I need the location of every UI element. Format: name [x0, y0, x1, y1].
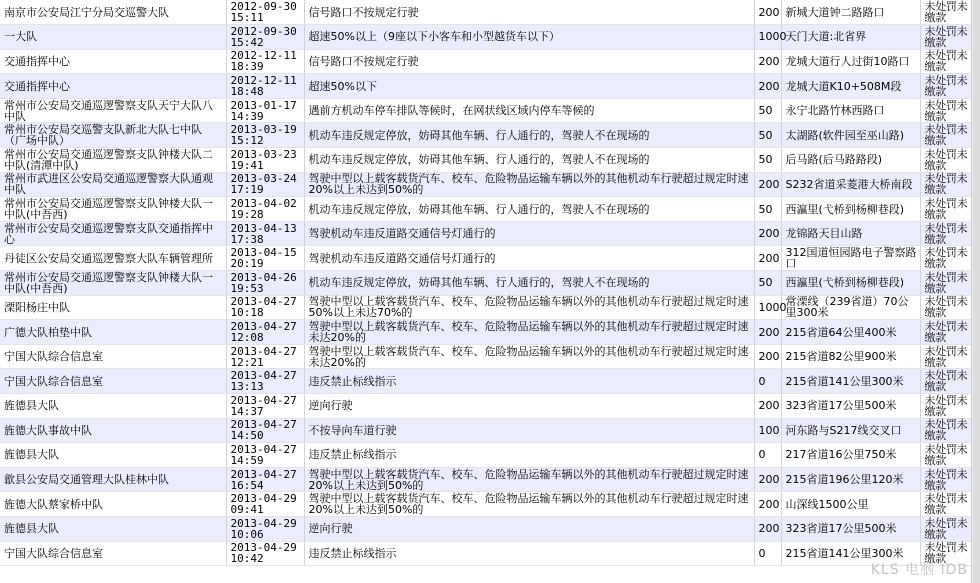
violation-description-cell: 违反禁止标线指示 — [304, 369, 754, 394]
issuing-unit-cell: 旌德县大队 — [0, 394, 226, 419]
fine-amount-cell: 100 — [754, 418, 781, 443]
violation-location-cell: 后马路(后马路路段) — [781, 148, 920, 173]
violation-description-cell: 机动车违反规定停放，妨碍其他车辆、行人通行的，驾驶人不在现场的 — [304, 271, 754, 296]
violation-description-cell: 违反禁止标线指示 — [304, 541, 754, 566]
table-row[interactable] — [0, 246, 971, 271]
violation-time-cell: 2013-03-23 19:41 — [226, 148, 304, 173]
violation-time-cell: 2013-03-24 17:19 — [226, 172, 304, 197]
violation-description-cell: 驾驶中型以上载客载货汽车、校车、危险物品运输车辆以外的其他机动车行驶超过规定时速未达20%的 — [304, 344, 754, 369]
processing-status-cell: 未处罚未缴款 — [920, 221, 971, 246]
violation-location-cell: 215省道82公里900米 — [781, 344, 920, 369]
issuing-unit-cell: 溧阳杨庄中队 — [0, 295, 226, 320]
violation-location-cell: S232省道采菱港大桥南段 — [781, 172, 920, 197]
processing-status-cell: 未处罚未缴款 — [920, 197, 971, 222]
table-row[interactable] — [0, 148, 971, 173]
processing-status-cell: 未处罚未缴款 — [920, 418, 971, 443]
processing-status-cell: 未处罚未缴款 — [920, 0, 971, 25]
violation-description-cell: 驾驶中型以上载客载货汽车、校车、危险物品运输车辆以外的其他机动车行驶超过规定时速20%以上未达到50%的 — [304, 492, 754, 517]
violation-description-cell: 驾驶中型以上载客载货汽车、校车、危险物品运输车辆以外的其他机动车行驶超过规定时速20%以上未达到50%的 — [304, 467, 754, 492]
issuing-unit-cell: 常州市公安局交通巡逻警察支队天宁大队八中队 — [0, 98, 226, 123]
issuing-unit-cell: 交通指挥中心 — [0, 74, 226, 99]
fine-amount-cell: 200 — [754, 49, 781, 74]
fine-amount-cell: 200 — [754, 394, 781, 419]
processing-status-cell: 未处罚未缴款 — [920, 148, 971, 173]
table-row[interactable] — [0, 197, 971, 222]
fine-amount-cell: 0 — [754, 443, 781, 468]
violation-time-cell: 2013-04-27 12:21 — [226, 344, 304, 369]
issuing-unit-cell: 丹徒区公安局交通巡逻警察大队车辆管理所 — [0, 246, 226, 271]
fine-amount-cell: 50 — [754, 123, 781, 148]
processing-status-cell: 未处罚未缴款 — [920, 49, 971, 74]
violation-time-cell: 2013-04-29 10:06 — [226, 516, 304, 541]
issuing-unit-cell: 常州市公安局交巡警支队新北大队七中队（广场中队） — [0, 123, 226, 148]
table-row[interactable] — [0, 516, 971, 541]
processing-status-cell: 未处罚未缴款 — [920, 443, 971, 468]
fine-amount-cell: 200 — [754, 74, 781, 99]
processing-status-cell: 未处罚未缴款 — [920, 369, 971, 394]
table-row[interactable] — [0, 221, 971, 246]
violation-description-cell: 驾驶中型以上载客载货汽车、校车、危险物品运输车辆以外的其他机动车行驶超过规定时速未达20%的 — [304, 320, 754, 345]
issuing-unit-cell: 广德大队柏垫中队 — [0, 320, 226, 345]
violation-description-cell: 机动车违反规定停放，妨碍其他车辆、行人通行的，驾驶人不在现场的 — [304, 148, 754, 173]
violation-description-cell: 驾驶机动车违反道路交通信号灯通行的 — [304, 221, 754, 246]
table-row[interactable] — [0, 344, 971, 369]
violation-location-cell: 217省道16公里750米 — [781, 443, 920, 468]
processing-status-cell: 未处罚未缴款 — [920, 25, 971, 50]
issuing-unit-cell: 一大队 — [0, 25, 226, 50]
violation-location-cell: 323省道17公里500米 — [781, 516, 920, 541]
violation-time-cell: 2013-04-27 16:54 — [226, 467, 304, 492]
issuing-unit-cell: 宁国大队综合信息室 — [0, 369, 226, 394]
table-row[interactable] — [0, 172, 971, 197]
violation-location-cell: 常溧线（239省道）70公里300米 — [781, 295, 920, 320]
issuing-unit-cell: 旌德大队事故中队 — [0, 418, 226, 443]
violation-location-cell: 龙城大道K10+508M段 — [781, 74, 920, 99]
fine-amount-cell: 200 — [754, 172, 781, 197]
violation-time-cell: 2013-04-27 14:59 — [226, 443, 304, 468]
violation-location-cell: 215省道196公里120米 — [781, 467, 920, 492]
violation-description-cell: 驾驶机动车违反道路交通信号灯通行的 — [304, 246, 754, 271]
processing-status-cell: 未处罚未缴款 — [920, 320, 971, 345]
violation-time-cell: 2013-04-27 12:08 — [226, 320, 304, 345]
issuing-unit-cell: 旌德县大队 — [0, 516, 226, 541]
violation-location-cell: 西瀛里(弋桥到杨柳巷段) — [781, 197, 920, 222]
processing-status-cell: 未处罚未缴款 — [920, 295, 971, 320]
violation-description-cell: 逆向行驶 — [304, 516, 754, 541]
table-row[interactable] — [0, 369, 971, 394]
violation-location-cell: 山深线1500公里 — [781, 492, 920, 517]
violation-description-cell: 机动车违反规定停放，妨碍其他车辆、行人通行的，驾驶人不在现场的 — [304, 123, 754, 148]
violation-description-cell: 违反禁止标线指示 — [304, 443, 754, 468]
issuing-unit-cell: 交通指挥中心 — [0, 49, 226, 74]
issuing-unit-cell: 常州市武进区公安局交通巡逻警察大队通观中队 — [0, 172, 226, 197]
fine-amount-cell: 1000 — [754, 25, 781, 50]
violation-location-cell: 新城大道钟二路路口 — [781, 0, 920, 25]
table-row[interactable] — [0, 271, 971, 296]
violation-description-cell: 超速50%以上（9座以下小客车和小型越货车以下） — [304, 25, 754, 50]
table-row[interactable] — [0, 295, 971, 320]
table-row[interactable] — [0, 25, 971, 50]
fine-amount-cell: 200 — [754, 344, 781, 369]
violation-location-cell: 天门大道:北省界 — [781, 25, 920, 50]
table-row[interactable] — [0, 320, 971, 345]
violation-description-cell: 信号路口不按规定行驶 — [304, 49, 754, 74]
issuing-unit-cell: 南京市公安局江宁分局交巡警大队 — [0, 0, 226, 25]
fine-amount-cell: 200 — [754, 492, 781, 517]
violation-description-cell: 不按导向车道行驶 — [304, 418, 754, 443]
violation-location-cell: 323省道17公里500米 — [781, 394, 920, 419]
fine-amount-cell: 1000 — [754, 295, 781, 320]
fine-amount-cell: 200 — [754, 467, 781, 492]
fine-amount-cell: 0 — [754, 541, 781, 566]
fine-amount-cell: 200 — [754, 0, 781, 25]
processing-status-cell: 未处罚未缴款 — [920, 467, 971, 492]
processing-status-cell: 未处罚未缴款 — [920, 516, 971, 541]
violation-time-cell: 2013-04-27 14:37 — [226, 394, 304, 419]
fine-amount-cell: 200 — [754, 320, 781, 345]
fine-amount-cell: 200 — [754, 516, 781, 541]
issuing-unit-cell: 旌德大队蔡家桥中队 — [0, 492, 226, 517]
violation-description-cell: 驾驶中型以上载客载货汽车、校车、危险物品运输车辆以外的其他机动车行驶超过规定时速50%以上未达70%的 — [304, 295, 754, 320]
fine-amount-cell: 50 — [754, 98, 781, 123]
table-row[interactable] — [0, 123, 971, 148]
violation-time-cell: 2013-04-27 13:13 — [226, 369, 304, 394]
issuing-unit-cell: 旌德县大队 — [0, 443, 226, 468]
violation-time-cell: 2013-04-15 20:19 — [226, 246, 304, 271]
fine-amount-cell: 50 — [754, 271, 781, 296]
table-row[interactable] — [0, 467, 971, 492]
violation-time-cell: 2012-12-11 18:48 — [226, 74, 304, 99]
table-row[interactable] — [0, 492, 971, 517]
processing-status-cell: 未处罚未缴款 — [920, 172, 971, 197]
processing-status-cell: 未处罚未缴款 — [920, 492, 971, 517]
processing-status-cell: 未处罚未缴款 — [920, 394, 971, 419]
table-row[interactable] — [0, 394, 971, 419]
fine-amount-cell: 200 — [754, 221, 781, 246]
violation-location-cell: 215省道64公里400米 — [781, 320, 920, 345]
processing-status-cell: 未处罚未缴款 — [920, 541, 971, 566]
violation-time-cell: 2013-04-26 19:53 — [226, 271, 304, 296]
violation-description-cell: 机动车违反规定停放，妨碍其他车辆、行人通行的，驾驶人不在现场的 — [304, 197, 754, 222]
violation-time-cell: 2013-04-13 17:38 — [226, 221, 304, 246]
fine-amount-cell: 50 — [754, 197, 781, 222]
violation-description-cell: 驾驶中型以上载客载货汽车、校车、危险物品运输车辆以外的其他机动车行驶超过规定时速20%以上未达到50%的 — [304, 172, 754, 197]
table-row[interactable] — [0, 541, 971, 566]
table-row[interactable] — [0, 98, 971, 123]
violation-description-cell: 遇前方机动车停车排队等候时，在网状线区域内停车等候的 — [304, 98, 754, 123]
scrollbar-thumb[interactable] — [973, 0, 980, 583]
violation-location-cell: 永宁北路竹林西路口 — [781, 98, 920, 123]
issuing-unit-cell: 歙县公安局交通管理大队桂林中队 — [0, 467, 226, 492]
table-row[interactable] — [0, 0, 971, 25]
violation-time-cell: 2013-04-29 10:42 — [226, 541, 304, 566]
processing-status-cell: 未处罚未缴款 — [920, 74, 971, 99]
table-row[interactable] — [0, 74, 971, 99]
issuing-unit-cell: 常州市公安局交通巡逻警察支队钟楼大队一中队(中吾西) — [0, 197, 226, 222]
violation-location-cell: 312国道恒园路电子警察路口 — [781, 246, 920, 271]
table-row[interactable] — [0, 443, 971, 468]
processing-status-cell: 未处罚未缴款 — [920, 98, 971, 123]
issuing-unit-cell: 常州市公安局交通巡逻警察支队钟楼大队二中队(清潭中队) — [0, 148, 226, 173]
violation-location-cell: 龙城大道行人过街10路口 — [781, 49, 920, 74]
processing-status-cell: 未处罚未缴款 — [920, 123, 971, 148]
violation-time-cell: 2013-04-27 14:50 — [226, 418, 304, 443]
issuing-unit-cell: 常州市公安局交通巡逻警察支队钟楼大队一中队(中吾西) — [0, 271, 226, 296]
violation-description-cell: 超速50%以下 — [304, 74, 754, 99]
violation-location-cell: 河东路与S217线交叉口 — [781, 418, 920, 443]
violation-time-cell: 2012-09-30 15:42 — [226, 25, 304, 50]
violation-location-cell: 215省道141公里300米 — [781, 541, 920, 566]
fine-amount-cell: 50 — [754, 148, 781, 173]
table-row[interactable] — [0, 49, 971, 74]
violation-time-cell: 2013-01-17 14:39 — [226, 98, 304, 123]
issuing-unit-cell: 宁国大队综合信息室 — [0, 344, 226, 369]
vertical-scrollbar[interactable] — [971, 0, 980, 583]
violation-location-cell: 太湖路(软件园至巫山路) — [781, 123, 920, 148]
fine-amount-cell: 200 — [754, 246, 781, 271]
violation-description-cell: 逆向行驶 — [304, 394, 754, 419]
fine-amount-cell: 0 — [754, 369, 781, 394]
processing-status-cell: 未处罚未缴款 — [920, 344, 971, 369]
violation-time-cell: 2012-09-30 15:11 — [226, 0, 304, 25]
violation-time-cell: 2013-03-19 15:12 — [226, 123, 304, 148]
violation-time-cell: 2013-04-27 10:18 — [226, 295, 304, 320]
violation-location-cell: 西瀛里(弋桥到杨柳巷段) — [781, 271, 920, 296]
violation-location-cell: 龙锦路天目山路 — [781, 221, 920, 246]
violation-time-cell: 2012-12-11 18:39 — [226, 49, 304, 74]
violation-location-cell: 215省道141公里300米 — [781, 369, 920, 394]
issuing-unit-cell: 常州市公安局交通巡逻警察支队交通指挥中心 — [0, 221, 226, 246]
processing-status-cell: 未处罚未缴款 — [920, 246, 971, 271]
violation-time-cell: 2013-04-02 19:28 — [226, 197, 304, 222]
watermark-text: KLS 电脑 IDB — [870, 562, 968, 578]
issuing-unit-cell: 宁国大队综合信息室 — [0, 541, 226, 566]
table-row[interactable] — [0, 418, 971, 443]
violation-time-cell: 2013-04-29 09:41 — [226, 492, 304, 517]
processing-status-cell: 未处罚未缴款 — [920, 271, 971, 296]
violation-description-cell: 信号路口不按规定行驶 — [304, 0, 754, 25]
